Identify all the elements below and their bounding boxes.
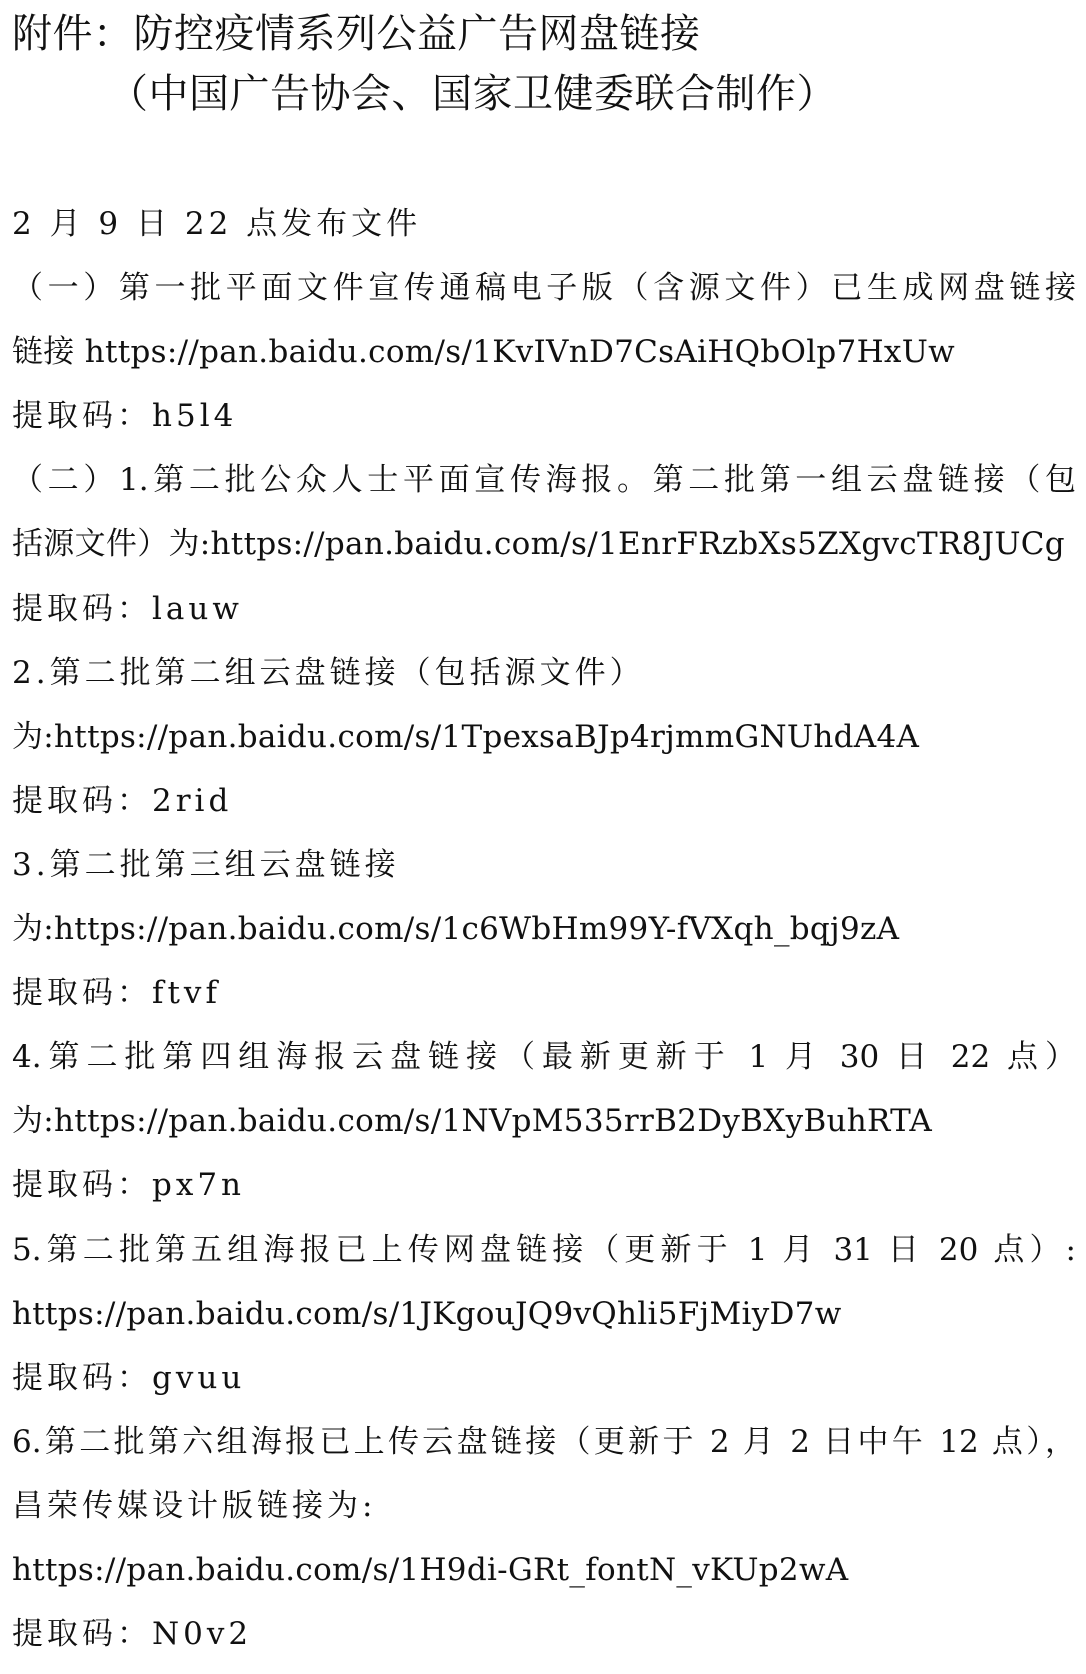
- group5-link[interactable]: https://pan.baidu.com/s/1JKgouJQ9vQhli5FjMiyD7w: [12, 1295, 842, 1332]
- group3-heading: 3.第二批第三组云盘链接: [12, 846, 400, 883]
- group3-link[interactable]: 为:https://pan.baidu.com/s/1c6WbHm99Y-fVXqh_bqj9zA: [12, 911, 900, 948]
- section1-link[interactable]: 链接 https://pan.baidu.com/s/1KvIVnD7CsAiHQbOlp7HxUw: [12, 334, 955, 371]
- group4-code: 提取码：px7n: [12, 1167, 246, 1204]
- document-body: [12, 200, 1076, 1674]
- group6-subheading: 昌荣传媒设计版链接为:: [12, 1487, 377, 1524]
- group4-link[interactable]: 为:https://pan.baidu.com/s/1NVpM535rrB2DyBXyBuhRTA: [12, 1103, 933, 1140]
- release-note: 2 月 9 日 22 点发布文件: [12, 206, 422, 242]
- section1-code: 提取码：h5l4: [12, 398, 238, 435]
- section2-code: 提取码：lauw: [12, 590, 243, 627]
- document-title-line2: （中国广告协会、国家卫健委联合制作）: [108, 71, 837, 117]
- group3-code: 提取码：ftvf: [12, 975, 221, 1012]
- group6-heading: 6.第二批第六组海报已上传云盘链接（更新于 2 月 2 日中午 12 点），: [12, 1423, 1076, 1460]
- group6-code: 提取码：N0v2: [12, 1616, 253, 1653]
- group5-code: 提取码：gvuu: [12, 1359, 246, 1396]
- group2-link[interactable]: 为:https://pan.baidu.com/s/1TpexsaBJp4rjmmGNUhdA4A: [12, 718, 920, 755]
- section1-heading: （一）第一批平面文件宣传通稿电子版（含源文件）已生成网盘链接: [12, 270, 1076, 307]
- group6-link[interactable]: https://pan.baidu.com/s/1H9di-GRt_fontN_vKUp2wA: [12, 1551, 849, 1588]
- group4-heading: 4.第二批第四组海报云盘链接（最新更新于 1 月 30 日 22 点）: [12, 1039, 1076, 1076]
- group5-heading: 5.第二批第五组海报已上传网盘链接（更新于 1 月 31 日 20 点）:: [12, 1231, 1076, 1268]
- group2-heading: 2.第二批第二组云盘链接（包括源文件）: [12, 654, 645, 691]
- section2-heading-line2-link[interactable]: 括源文件）为:https://pan.baidu.com/s/1EnrFRzbXs5ZXgvcTR8JUCg: [12, 526, 1065, 563]
- document-title-line1: 附件：防控疫情系列公益广告网盘链接: [12, 11, 701, 57]
- group2-code: 提取码：2rid: [12, 782, 233, 819]
- section2-heading-line1: （二）1.第二批公众人士平面宣传海报。第二批第一组云盘链接（包: [12, 462, 1076, 499]
